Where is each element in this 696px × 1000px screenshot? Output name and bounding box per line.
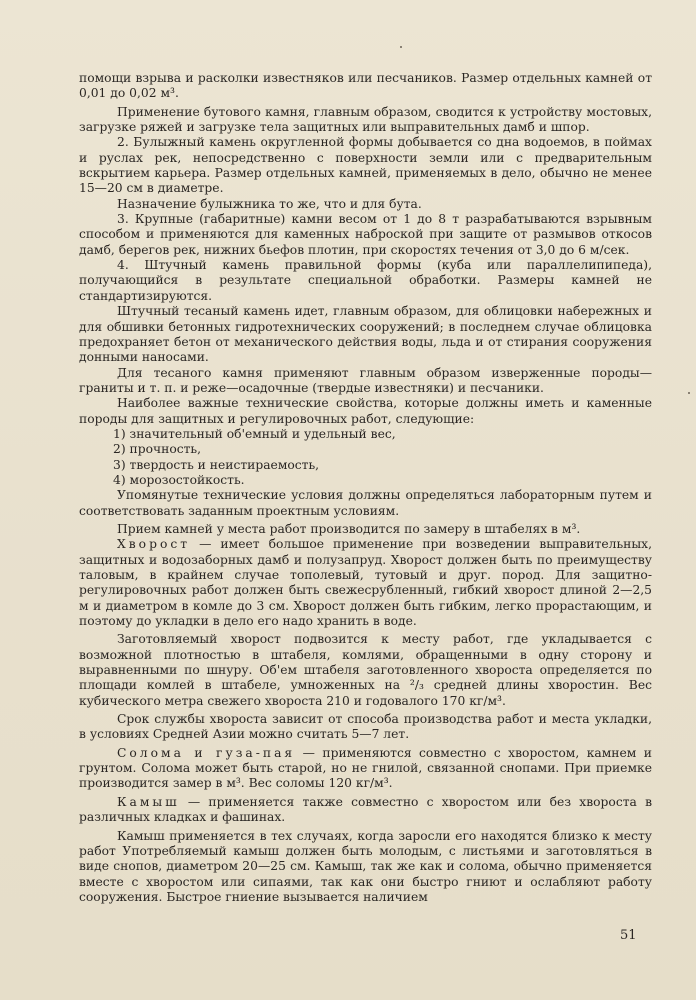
- paragraph: Назначение булыжника то же, что и для бута.: [117, 196, 422, 211]
- paragraph: помощи взрыва и расколки известняков или песчаников. Размер отдельных камней от 0,01 до 0,02 м³.: [79, 71, 652, 101]
- body-text: [79, 71, 652, 905]
- list-item: 4) морозостойкость.: [113, 472, 245, 487]
- list-item: 2) прочность,: [113, 442, 202, 457]
- list-item: 3) твердость и неистираемость,: [113, 457, 320, 472]
- page-number: 51: [620, 928, 637, 943]
- paragraph: Заготовляемый хворост подвозится к месту работ, где укладывается с возможной плотностью в штабеля, комлями, обращенными в одну сторону и выравненными по шнуру. Об'ем штабеля заготовленного хвороста определяется по площади комлей в штабеле, умноженных на ²/₃ средней длины хворостин. Вес кубического метра свежего хвороста 210 и годовалого 170 кг/м³.: [79, 632, 652, 708]
- paragraph: 2. Булыжный камень округленной формы добывается со дна водоемов, в поймах и руслах рек, непосредственно с поверхности земли или с предварительным вскрытием карьера. Размер отдельных камней, применяемых в дело, обычно не менее 15—20 см в диаметре.: [79, 135, 652, 196]
- paragraph: Камыш применяется в тех случаях, когда заросли его находятся близко к месту работ Употребляемый камыш должен быть молодым, с листьями и заготовляться в виде снопов, диаметром 20—25 см. Камыш, так же как и солома, обычно применяется вместе с хворостом или сипаями, так как они быстро гниют и ослабляют работу сооружения. Быстрое гниение вызывается наличием: [79, 828, 652, 904]
- term-body: — применяются совместно с хворостом, камнем и грунтом. Солома может быть старой, но не гнилой, связанной снопами. При приемке производится замер в м³. Вес соломы 120 кг/м³.: [79, 745, 652, 791]
- paragraph: Для тесаного камня применяют главным образом изверженные породы—граниты и т. п. и реже—осадочные (твердые известняки) и песчаники.: [79, 365, 652, 395]
- paragraph: Упомянутые технические условия должны определяться лабораторным путем и соответствовать заданным проектным условиям.: [79, 488, 652, 518]
- list-item: 1) значительный об'емный и удельный вес,: [113, 426, 396, 441]
- paragraph: Прием камней у места работ производится по замеру в штабелях в м³.: [117, 521, 581, 536]
- term-khvorost: Хворост: [117, 537, 191, 552]
- paragraph: 4. Штучный камень правильной формы (куба или параллелипипеда), получающийся в результате специальной обработки. Размеры камней не стандартизируются.: [79, 258, 652, 303]
- term-body: — имеет большое применение при возведении выправительных, защитных и водозаборных дамб и полузапруд. Хворост должен быть по преимуществу таловым, в крайнем случае тополевый, тутовый и друг. пород. Для защитно-регулировочных работ должен быть свежесрубленный, гибкий хворост длиной 2—2,5 м и диаметром в комле до 3 см. Хворост должен быть гибким, легко прорастающим, и поэтому до укладки в дело его надо хранить в воде.: [79, 537, 652, 629]
- paragraph: Применение бутового камня, главным образом, сводится к устройству мостовых, загрузке ряжей и загрузке тела защитных или выправительных дамб и шпор.: [79, 104, 652, 135]
- paragraph: Штучный тесаный камень идет, главным образом, для облицовки набережных и для обшивки бетонных гидротехнических сооружений; в последнем случае облицовка предохраняет бетон от механического действия воды, льда и от стирания сооружения донными наносами.: [79, 304, 652, 365]
- paragraph: 3. Крупные (габаритные) камни весом от 1 до 8 т разрабатываются взрывным способом и применяются для каменных наброской при защите от размывов откосов дамб, берегов рек, нижних бьефов плотин, при скоростях течения от 3,0 до 6 м/сек.: [79, 212, 652, 257]
- speck-mark: [688, 392, 690, 394]
- kamysh-paragraph: [79, 795, 652, 826]
- term-body: — применяется также совместно с хворостом или без хвороста в различных кладках и фашинах.: [79, 794, 652, 825]
- paragraph: Срок службы хвороста зависит от способа производства работ и места укладки, в условиях Средней Азии можно считать 5—7 лет.: [79, 712, 652, 742]
- soloma-paragraph: [79, 746, 652, 792]
- term-kamysh: Камыш: [117, 794, 180, 809]
- speck-mark: [400, 46, 402, 48]
- term-soloma: Солома и гуза-пая: [117, 745, 296, 760]
- paragraph: Наиболее важные технические свойства, которые должны иметь и каменные породы для защитных и регулировочных работ, следующие:: [79, 396, 652, 426]
- khvorost-paragraph: [79, 537, 652, 629]
